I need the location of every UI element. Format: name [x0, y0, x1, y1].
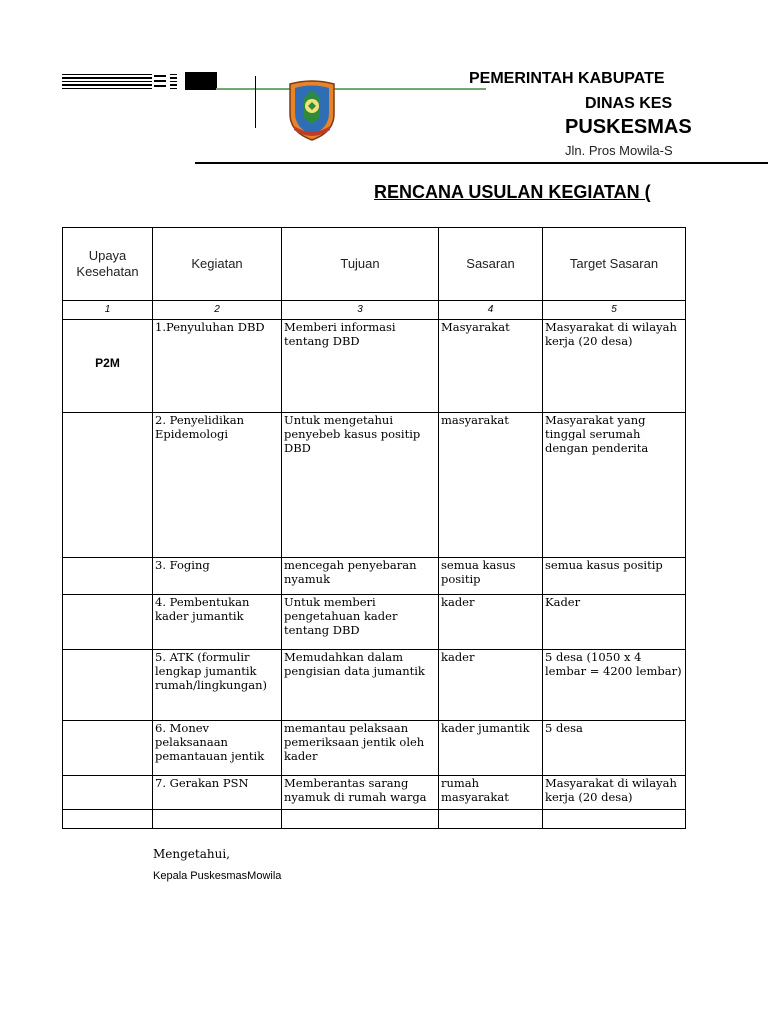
- sasaran-cell: masyarakat: [439, 413, 543, 558]
- header-rule: [195, 162, 768, 164]
- kegiatan-cell: 3. Foging: [153, 558, 282, 595]
- column-number: 3: [282, 301, 439, 320]
- column-header-target: Target Sasaran: [543, 228, 686, 301]
- target-cell: Masyarakat di wilayah kerja (20 desa): [543, 776, 686, 810]
- header-line-address: Jln. Pros Mowila-S: [565, 143, 673, 158]
- signature-acknowledged: Mengetahui,: [153, 847, 230, 861]
- upaya-cell: [63, 413, 153, 558]
- signature-title: Kepala PuskesmasMowila: [153, 870, 282, 882]
- sasaran-cell: rumah masyarakat: [439, 776, 543, 810]
- table-row: [63, 320, 686, 413]
- sasaran-cell: kader: [439, 595, 543, 650]
- kegiatan-cell: 5. ATK (formulir lengkap jumantik rumah/lingkungan): [153, 650, 282, 721]
- sasaran-cell: semua kasus positip: [439, 558, 543, 595]
- sasaran-cell: kader: [439, 650, 543, 721]
- header-line-agency: DINAS KES: [585, 95, 673, 112]
- empty-cell: [439, 810, 543, 829]
- group-label: P2M: [95, 356, 120, 370]
- document-title: RENCANA USULAN KEGIATAN (: [374, 182, 651, 202]
- tujuan-cell: Memberantas sarang nyamuk di rumah warga: [282, 776, 439, 810]
- column-number-row: [63, 301, 686, 320]
- target-cell: 5 desa (1050 x 4 lembar = 4200 lembar): [543, 650, 686, 721]
- table-row: [63, 650, 686, 721]
- sasaran-cell: kader jumantik: [439, 721, 543, 776]
- tujuan-cell: memantau pelaksaan pemeriksaan jentik oleh kader: [282, 721, 439, 776]
- header-line-puskesmas: PUSKESMAS: [565, 116, 692, 138]
- column-header-upaya: Upaya Kesehatan: [63, 228, 153, 301]
- coat-of-arms-logo: [284, 78, 340, 142]
- empty-cell: [282, 810, 439, 829]
- empty-cell: [153, 810, 282, 829]
- target-cell: semua kasus positip: [543, 558, 686, 595]
- group-label-cell: [63, 320, 153, 413]
- table-row: [63, 776, 686, 810]
- column-number: 4: [439, 301, 543, 320]
- kegiatan-cell: 4. Pembentukan kader jumantik: [153, 595, 282, 650]
- kegiatan-cell: 7. Gerakan PSN: [153, 776, 282, 810]
- tujuan-cell: Untuk mengetahui penyebeb kasus positip DBD: [282, 413, 439, 558]
- table-row: [63, 413, 686, 558]
- table-row: [63, 558, 686, 595]
- column-number: 1: [63, 301, 153, 320]
- tujuan-cell: Untuk memberi pengetahuan kader tentang DBD: [282, 595, 439, 650]
- header-green-line: [216, 88, 486, 90]
- target-cell: Masyarakat di wilayah kerja (20 desa): [543, 320, 686, 413]
- upaya-cell: [63, 650, 153, 721]
- kegiatan-cell: 1.Penyuluhan DBD: [153, 320, 282, 413]
- table-row-empty: [63, 810, 686, 829]
- empty-cell: [543, 810, 686, 829]
- column-header-sasaran: Sasaran: [439, 228, 543, 301]
- target-cell: 5 desa: [543, 721, 686, 776]
- header-line-government: PEMERINTAH KABUPATE: [469, 70, 665, 87]
- column-number: 2: [153, 301, 282, 320]
- table-row: [63, 595, 686, 650]
- upaya-cell: [63, 721, 153, 776]
- target-cell: Masyarakat yang tinggal serumah dengan penderita: [543, 413, 686, 558]
- upaya-cell: [63, 558, 153, 595]
- column-header-kegiatan: Kegiatan: [153, 228, 282, 301]
- tujuan-cell: Memberi informasi tentang DBD: [282, 320, 439, 413]
- activity-table: [62, 227, 686, 829]
- sasaran-cell: Masyarakat: [439, 320, 543, 413]
- kegiatan-cell: 6. Monev pelaksanaan pemantauan jentik: [153, 721, 282, 776]
- empty-cell: [63, 810, 153, 829]
- tujuan-cell: Memudahkan dalam pengisian data jumantik: [282, 650, 439, 721]
- column-number: 5: [543, 301, 686, 320]
- kegiatan-cell: 2. Penyelidikan Epidemologi: [153, 413, 282, 558]
- table-row: [63, 721, 686, 776]
- target-cell: Kader: [543, 595, 686, 650]
- decorative-stripes: [62, 72, 217, 92]
- table-header-row: [63, 228, 686, 301]
- column-header-tujuan: Tujuan: [282, 228, 439, 301]
- upaya-cell: [63, 776, 153, 810]
- upaya-cell: [63, 595, 153, 650]
- tujuan-cell: mencegah penyebaran nyamuk: [282, 558, 439, 595]
- header-vertical-line: [255, 76, 256, 128]
